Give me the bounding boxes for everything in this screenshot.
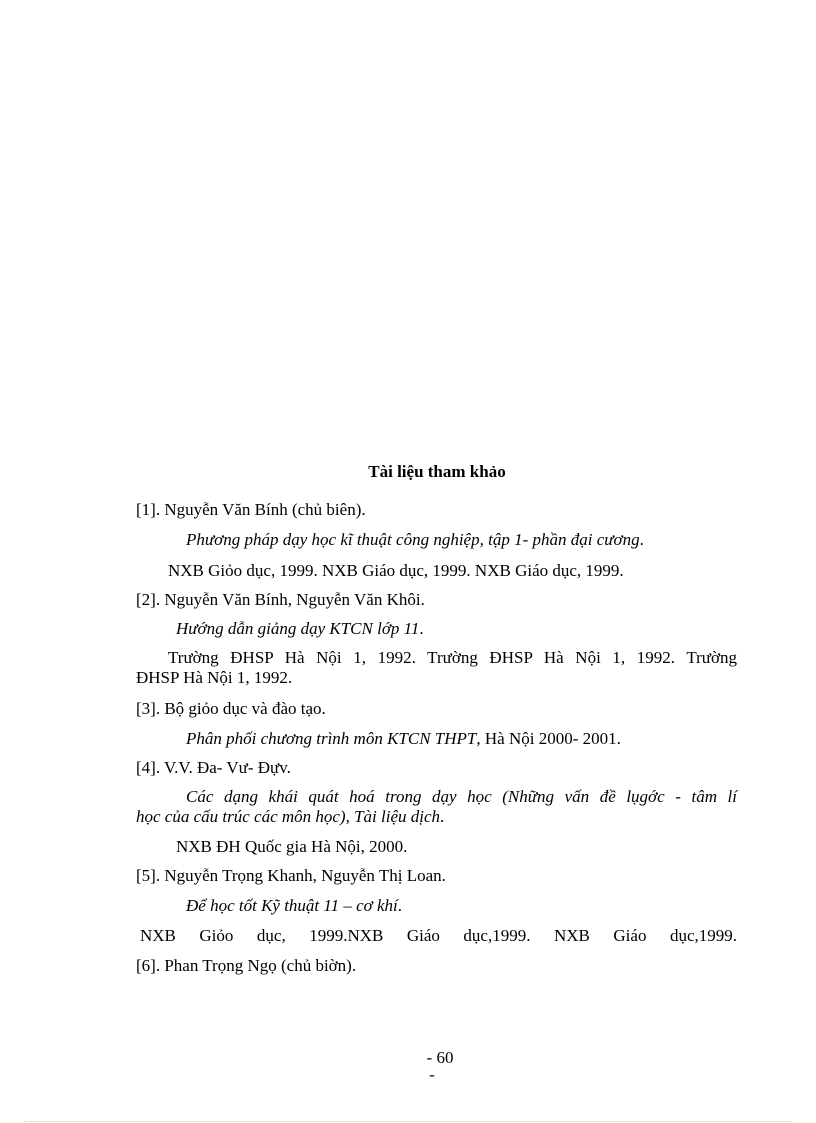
reference-2-title-line bbox=[176, 619, 424, 639]
reference-5-header bbox=[136, 866, 446, 886]
page-title: Tài liệu tham khảo bbox=[368, 462, 506, 481]
reference-6-id: [6]. bbox=[136, 956, 161, 975]
reference-5-authors: Nguyễn Trọng Khanh, Nguyễn Thị Loan. bbox=[164, 866, 446, 885]
reference-5-publisher: NXB Giỏo dục, 1999.NXB Giáo dục,1999. NXB Giáo dục,1999. bbox=[140, 926, 737, 945]
reference-2-title: Hướng dẫn giảng dạy KTCN lớp 11 bbox=[176, 619, 420, 638]
reference-6-authors: Phan Trọng Ngọ (chủ biờn). bbox=[164, 956, 357, 975]
reference-4-publisher: NXB ĐH Quốc gia Hà Nội, 2000. bbox=[176, 837, 408, 856]
reference-6-header bbox=[136, 956, 356, 976]
reference-2-authors: Nguyễn Văn Bính, Nguyễn Văn Khôi. bbox=[164, 590, 425, 609]
reference-1-id: [1]. bbox=[136, 500, 161, 519]
reference-2-publisher-line1: Trường ĐHSP Hà Nội 1, 1992. Trường ĐHSP Hà Nội 1, 1992. Trường bbox=[168, 648, 737, 667]
reference-4-title-end: . bbox=[440, 807, 445, 826]
reference-4-title-line1: Các dạng khái quát hoá trong dạy học (Những vấn đề lụgớc - tâm lí bbox=[186, 787, 737, 806]
reference-3-authors: Bộ giỏo dục và đào tạo. bbox=[164, 699, 326, 718]
page-number: - 60 bbox=[426, 1048, 454, 1067]
reference-5-title: Để học tốt Kỹ thuật 11 – cơ khí bbox=[186, 896, 398, 915]
page-number-tail: - bbox=[429, 1065, 435, 1084]
reference-2-id: [2]. bbox=[136, 590, 161, 609]
reference-1-title-line bbox=[186, 530, 644, 550]
reference-1-header bbox=[136, 500, 366, 520]
reference-5-title-end: . bbox=[397, 896, 403, 915]
reference-4-title-line2-wrap bbox=[136, 807, 444, 827]
reference-3-header bbox=[136, 699, 326, 719]
reference-4-header bbox=[136, 758, 291, 778]
reference-4-id: [4]. bbox=[136, 758, 161, 777]
reference-3-title-line bbox=[186, 729, 621, 749]
reference-2-header bbox=[136, 590, 425, 610]
reference-3-title-suffix: , Hà Nội 2000- 2001. bbox=[476, 729, 621, 748]
reference-2-publisher-line2: ĐHSP Hà Nội 1, 1992. bbox=[136, 668, 293, 687]
reference-1-publisher: NXB Giỏo dục, 1999. NXB Giáo dục, 1999. NXB Giáo dục, 1999. bbox=[168, 561, 624, 580]
reference-4-title-line2: học của cấu trúc các môn học), Tài liệu dịch bbox=[136, 807, 441, 826]
reference-2-title-end: . bbox=[419, 619, 424, 638]
reference-5-id: [5]. bbox=[136, 866, 161, 885]
reference-1-title: Phương pháp dạy học kĩ thuật công nghiệp, tập 1- phần đại cương bbox=[186, 530, 640, 549]
reference-4-authors: V.V. Đa- Vư- Đựv. bbox=[164, 758, 291, 777]
reference-1-authors: Nguyễn Văn Bính (chủ biên). bbox=[164, 500, 366, 519]
page-bottom-divider bbox=[24, 1121, 792, 1122]
reference-3-title: Phân phối chương trình môn KTCN THPT bbox=[186, 729, 477, 748]
reference-3-id: [3]. bbox=[136, 699, 161, 718]
reference-5-title-line bbox=[186, 896, 402, 916]
reference-1-title-end: . bbox=[639, 530, 644, 549]
